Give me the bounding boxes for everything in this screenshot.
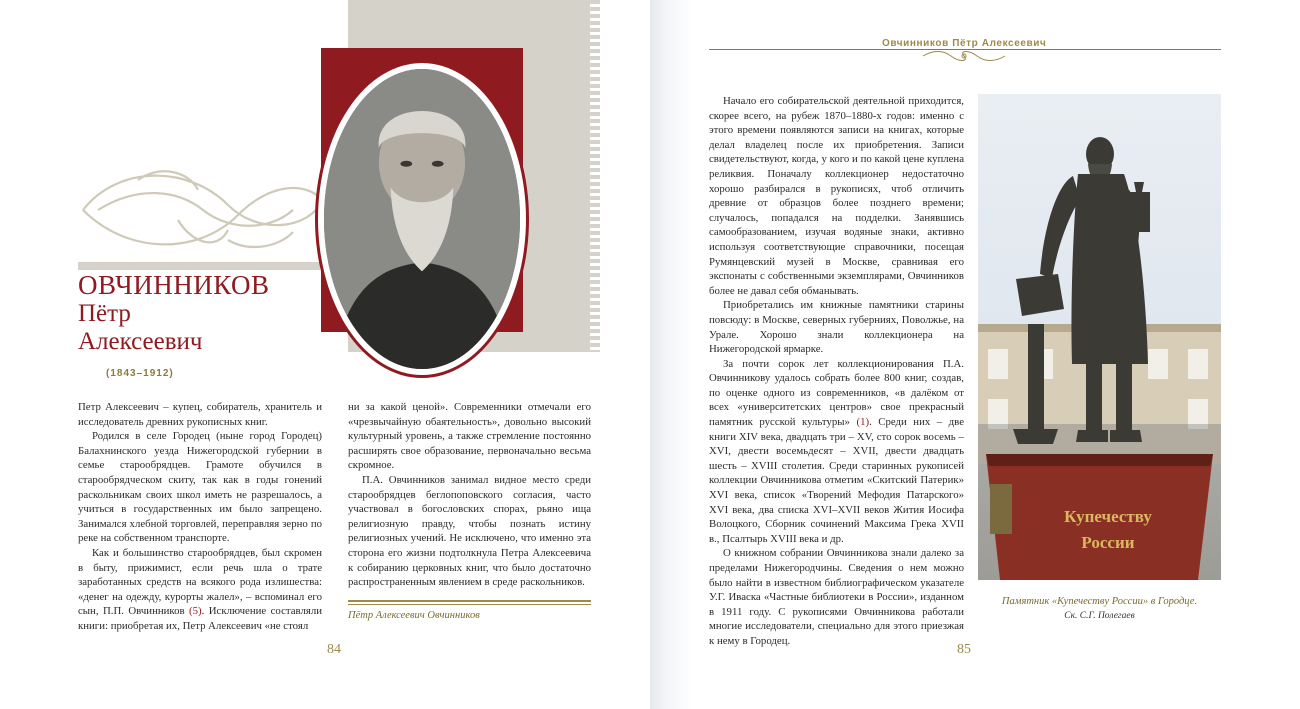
page-number: 85 xyxy=(957,642,971,657)
paragraph xyxy=(78,546,322,634)
photo-caption: Памятник «Купечеству России» в Городце. xyxy=(1001,596,1198,607)
paragraph: П.А. Овчинников занимал видное место среди старообрядцев беглопоповского согласия, часто участвовал в богословских спорах, рьяно ища религиозную правду, чтобы познать истину религиозных учений. Не исключено, что именно эта сторона его жизни подтолкнула Петра Алексеевича к собиранию церковных книг, что было достаточно распространенным явлением в среде раскольников. xyxy=(348,473,591,589)
left-column-text xyxy=(78,400,322,634)
person-first-name: Пётр xyxy=(78,300,131,327)
reference-link[interactable]: (5) xyxy=(189,605,202,618)
paragraph xyxy=(709,357,964,547)
page-number: 84 xyxy=(327,642,341,657)
monument-statue-icon xyxy=(978,94,1221,580)
paragraph: Родился в селе Городец (ныне город Городец) Балахнинского уезда Нижегородской губернии в семье старообрядцев. Грамоте обучился в старообрядческом скиту, так как в годы гонений раскольникам своих школ иметь не разрешалось, а учиться в государственных им было запрещено. Занимался хлебной торговлей, переправляя зерно по реке на собственном транспорте. xyxy=(78,430,322,545)
header-ornament-icon xyxy=(921,50,1007,62)
plaque-line-2: России xyxy=(1081,533,1135,552)
portrait-frame xyxy=(315,60,529,378)
person-surname: ОВЧИННИКОВ xyxy=(78,270,270,300)
running-header: Овчинников Пётр Алексеевич xyxy=(882,38,1047,49)
paragraph: Приобретались им книжные памятники старины повсюду: в Москве, северных губерниях, Поволжье, на Урале. Хорошо знали коллекционера на Нижегородской ярмарке. xyxy=(709,299,964,356)
person-patronymic: Алексеевич xyxy=(78,328,203,355)
book-gutter xyxy=(650,0,692,709)
paragraph-text: Как и большинство старообрядцев, был скромен в быту, прижимист, если речь шла о трате заработанных средств на всякого рода излишества: «денег на одежду, курорты жалел», – вспоминал его сын, П.П. Овчинников xyxy=(78,546,322,618)
title-underline-bar xyxy=(78,262,320,270)
paragraph-text: За почти сорок лет коллекционирования П.А. Овчинникову удалось собрать более 800 книг, создав, по оценке одного из современников, «в далёком от всех «университетских центров» свое прекрасный памятник русской культуры» xyxy=(709,357,964,429)
right-column-text xyxy=(348,400,591,590)
article-text xyxy=(709,94,964,649)
portrait-caption: Пётр Алексеевич Овчинников xyxy=(348,610,480,621)
paragraph: Начало его собирательской деятельной приходится, скорее всего, на рубеж 1870–1880-х годов: именно с этого времени появляются записи на книгах, которые делал владелец после их приобретения. Записи свидетельствуют, когда, у кого и по какой цене куплена реликвия. Поначалу коллекционер недостаточно хорошо разбирался в рукописях, чтоб отличить древние от образцов более позднего времени; случалось, попадался на подделки. Занявшись самообразованием, изучая водяные знаки, активно используя соответствующие справочники, посещая Румянцевский музей в Москве, сравнивая его экспонаты с собственными экземплярами, Овчинников более не давал себя обманывать. xyxy=(709,95,964,297)
paragraph: Петр Алексеевич – купец, собиратель, хранитель и исследователь древних рукописных книг. xyxy=(78,401,322,428)
life-years: (1843–1912) xyxy=(106,368,174,379)
portrait-photo xyxy=(324,69,520,369)
paragraph-text: . Исключение составляли книги: приобретая их, Петр Алексеевич «не стоял xyxy=(78,605,322,632)
plaque-line-1: Купечеству xyxy=(1064,507,1152,526)
paragraph: ни за какой ценой». Современники отмечали его «чрезвычайную обаятельность», довольно высокий культурный уровень, а также стремление постоянно расширять свое образование, первоначально весьма скромное. xyxy=(348,401,591,472)
torn-edge-decoration xyxy=(590,0,600,352)
right-page xyxy=(692,0,1300,709)
photo-credit: Ск. С.Г. Полегаев xyxy=(1064,611,1135,621)
paragraph-text: . Среди них – две книги XIV века, двадцать три – XV, сто сорок восемь – XVI, двести восемьдесят – XVII, двести двадцать шесть – XVIII столетия. Среди старинных рукописей коллекции Овчинникова отметим «Скитский Патерик» XVI века, список «Творений Мефодия Патарского» XVI века, два списка XVI–XVII веков Жития Иосифа Волоцкого, Сборник сочинений Максима Грека XVII в., Псалтырь XVIII века и др. xyxy=(709,416,964,545)
reference-link[interactable]: (1) xyxy=(856,416,870,429)
portrait-figure-icon xyxy=(324,69,520,369)
calligraphic-flourish-icon xyxy=(78,160,328,260)
caption-rule xyxy=(348,600,591,605)
monument-photo xyxy=(978,94,1221,580)
paragraph: О книжном собрании Овчинникова знали далеко за пределами Нижегородчины. Сведения о нем можно было найти в известном библиографическом указателе У.Г. Иваска «Частные библиотеки в России», изданном в 1911 году. С рукописями Овчинникова работали многие исследователи, специально для этого приезжая к нему в Городец. xyxy=(709,547,964,647)
